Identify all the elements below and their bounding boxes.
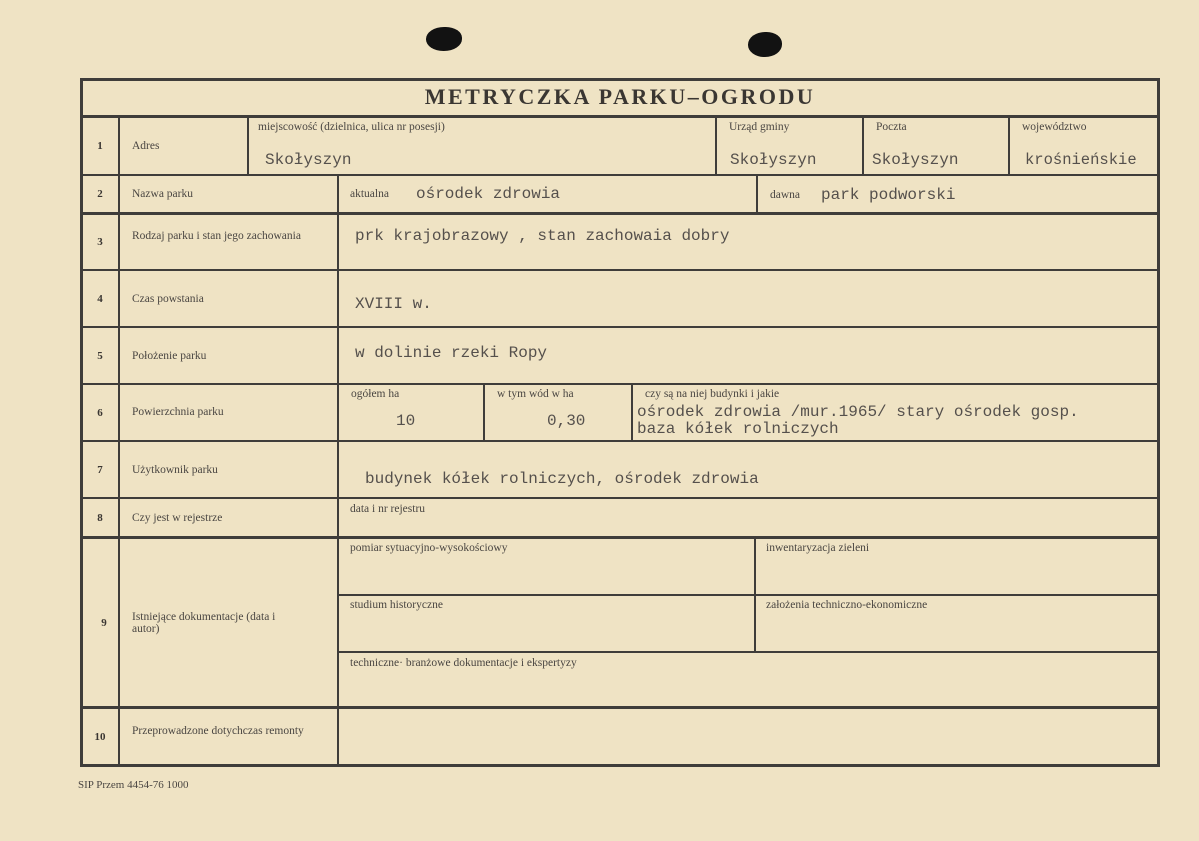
rejestr-sub-label: data i nr rejestru xyxy=(350,503,426,515)
poczta-label: Poczta xyxy=(876,121,907,133)
poczta-value: Skołyszyn xyxy=(872,151,959,169)
row-8-label: Czy jest w rejestrze xyxy=(132,512,223,524)
miejscowosc-label: miejscowość (dzielnica, ulica nr posesji) xyxy=(258,121,445,133)
wod-ha-label: w tym wód w ha xyxy=(497,388,574,400)
budynki-line-1: ośrodek zdrowia /mur.1965/ stary ośrodek gosp. xyxy=(637,403,1079,421)
row-7-value: budynek kółek rolniczych, ośrodek zdrowia xyxy=(365,470,759,488)
row-4-number: 4 xyxy=(97,293,103,305)
row-5-value: w dolinie rzeki Ropy xyxy=(355,344,548,362)
urzad-gminy-label: Urząd gminy xyxy=(729,121,790,133)
row-2-number: 2 xyxy=(97,188,103,200)
row-5-label: Położenie parku xyxy=(132,350,207,362)
row-3-label: Rodzaj parku i stan jego zachowania xyxy=(132,230,301,242)
pomiar-label: pomiar sytuacyjno-wysokościowy xyxy=(350,542,508,554)
row-7-number: 7 xyxy=(97,464,103,476)
punch-hole-right xyxy=(748,32,782,57)
row-5-number: 5 xyxy=(97,350,103,362)
wojewodztwo-label: województwo xyxy=(1022,121,1087,133)
row-4-value: XVIII w. xyxy=(355,295,432,313)
miejscowosc-value: Skołyszyn xyxy=(265,151,352,169)
wojewodztwo-value: krośnieńskie xyxy=(1025,151,1137,169)
zalozenia-label: założenia techniczno-ekonomiczne xyxy=(766,599,928,611)
inwentaryzacja-label: inwentaryzacja zieleni xyxy=(766,542,870,554)
row-1-label: Adres xyxy=(132,140,160,152)
budynki-label: czy są na niej budynki i jakie xyxy=(645,388,780,400)
row-3-number: 3 xyxy=(97,236,103,248)
form-title: METRYCZKA PARKU–OGRODU xyxy=(424,84,816,109)
budynki-line-2: baza kółek rolniczych xyxy=(637,420,839,438)
row-6-label: Powierzchnia parku xyxy=(132,406,224,418)
row-2-label: Nazwa parku xyxy=(132,188,193,200)
ogolem-ha-value: 10 xyxy=(396,412,416,430)
aktualna-label: aktualna xyxy=(350,188,389,200)
ogolem-ha-label: ogółem ha xyxy=(351,388,400,400)
studium-label: studium historyczne xyxy=(350,599,443,611)
wod-ha-value: 0,30 xyxy=(547,412,586,430)
row-9-number: 9 xyxy=(101,617,107,629)
row-8-number: 8 xyxy=(97,512,103,524)
urzad-gminy-value: Skołyszyn xyxy=(730,151,817,169)
row-4-label: Czas powstania xyxy=(132,293,204,305)
aktualna-value: ośrodek zdrowia xyxy=(416,185,561,203)
dawna-value: park podworski xyxy=(821,186,956,204)
form-footer: SIP Przem 4454-76 1000 xyxy=(78,779,189,791)
row-9-label: Istniejące dokumentacje (data i autor) xyxy=(132,611,276,635)
row-10-label: Przeprowadzone dotychczas remonty xyxy=(132,725,304,737)
techniczne-label: techniczne· branżowe dokumentacje i ekspertyzy xyxy=(350,657,577,669)
row-3-value: prk krajobrazowy , stan zachowaia dobry xyxy=(355,227,730,245)
row-10-number: 10 xyxy=(94,731,106,743)
row-6-number: 6 xyxy=(97,407,103,419)
row-7-label: Użytkownik parku xyxy=(132,464,218,476)
row-1-number: 1 xyxy=(97,140,103,152)
dawna-label: dawna xyxy=(770,189,801,201)
punch-hole-left xyxy=(426,27,462,51)
